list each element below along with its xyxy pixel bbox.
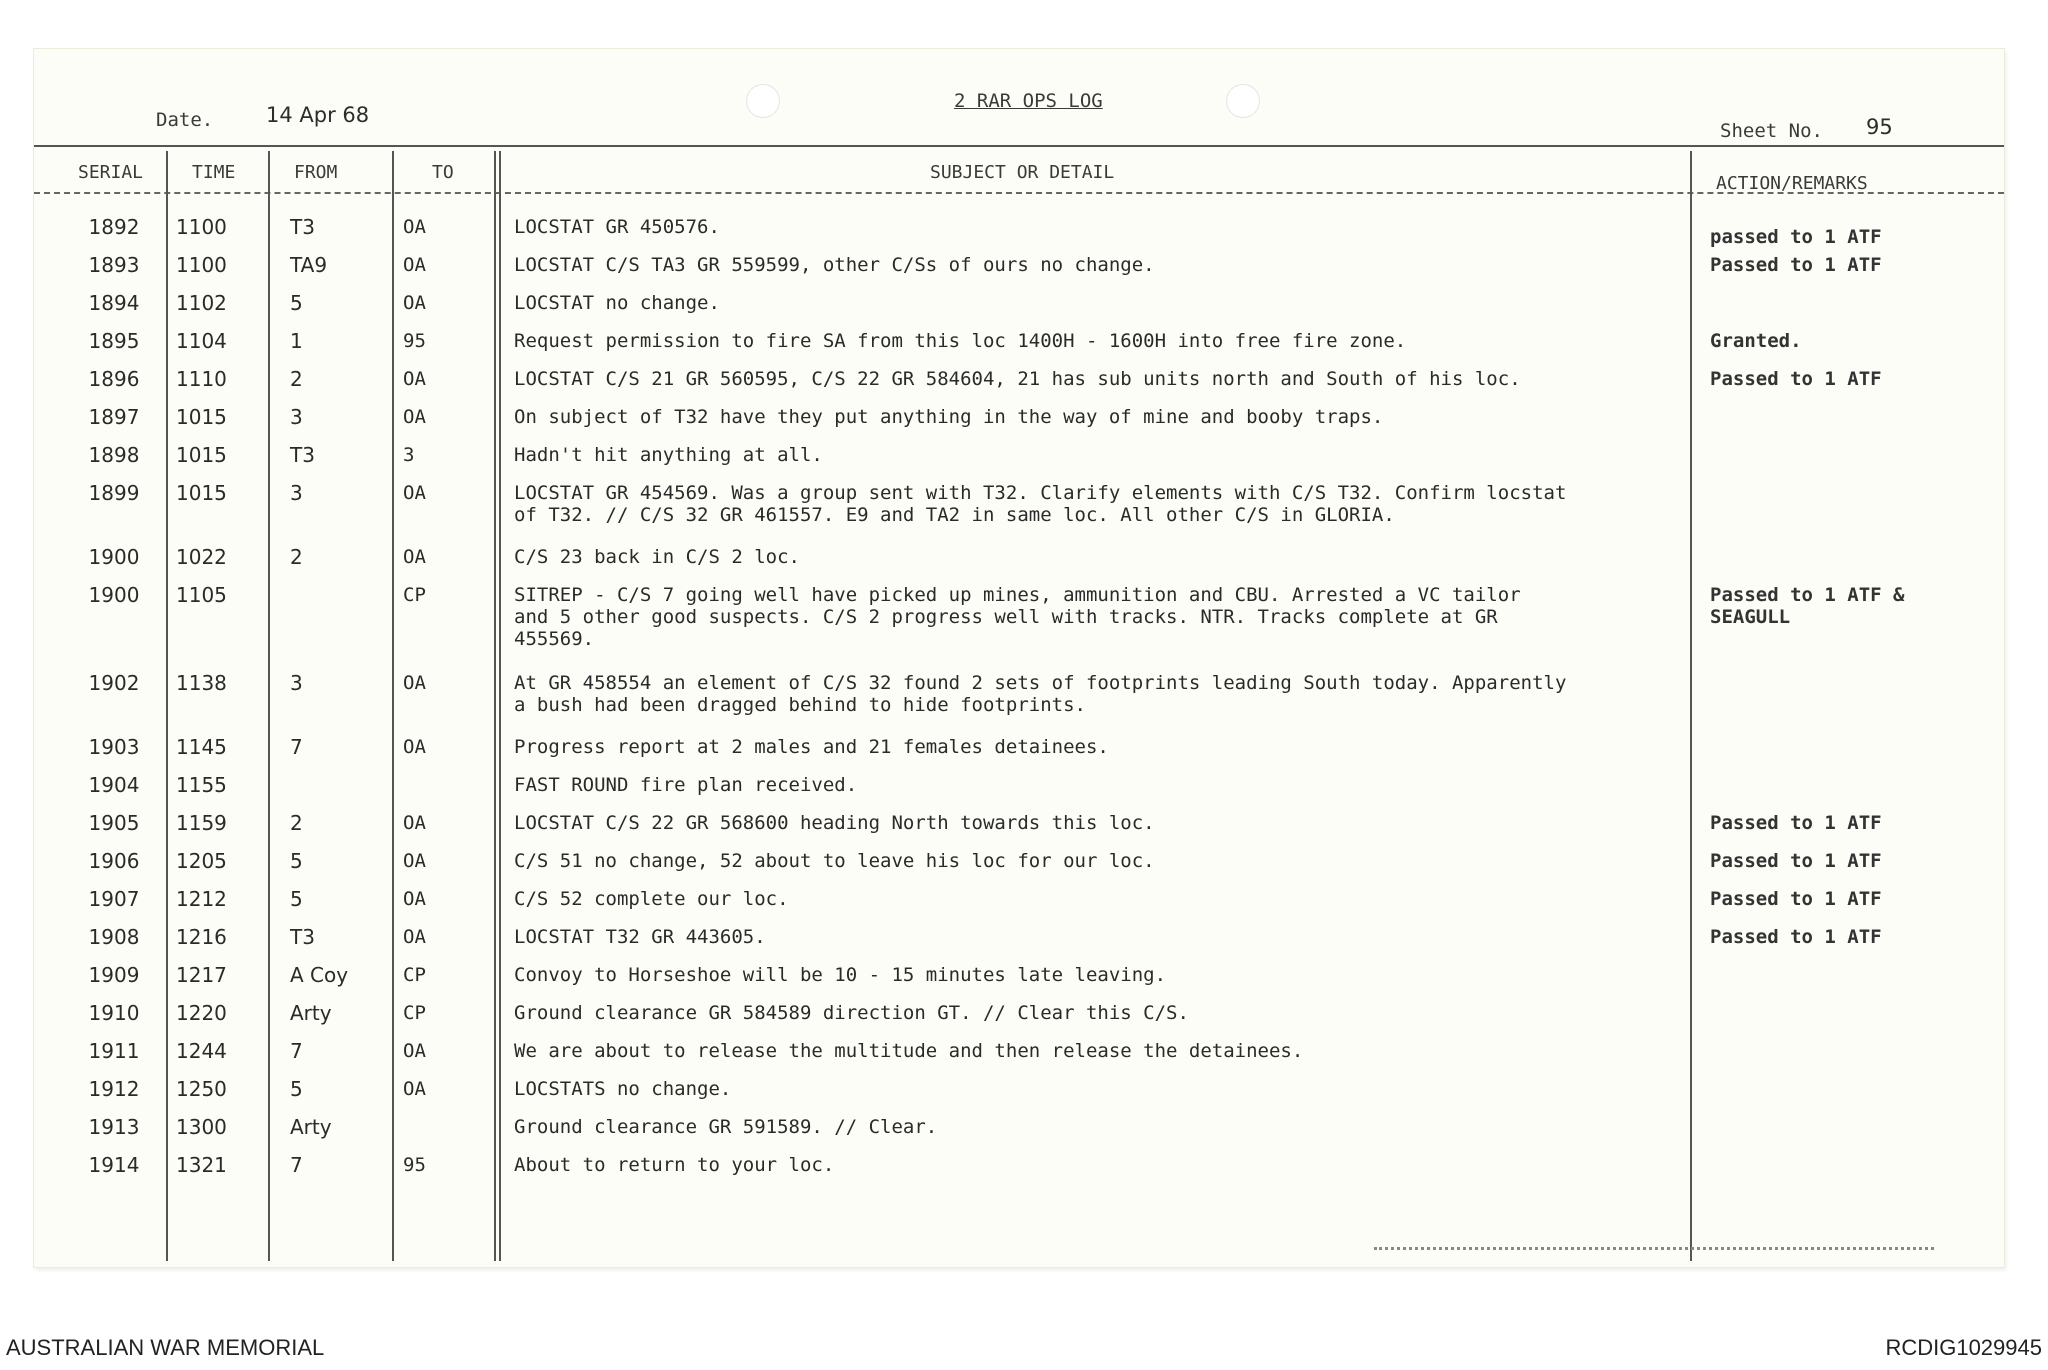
row-time: 1110 (176, 367, 227, 391)
log-entries (34, 216, 2004, 1192)
row-to: OA (403, 736, 426, 758)
row-subject: Ground clearance GR 584589 direction GT. // Clear this C/S. (514, 1002, 1189, 1024)
row-action: Granted. (1710, 330, 1802, 352)
row-time: 1105 (176, 583, 227, 607)
row-serial: 1913 (88, 1115, 140, 1139)
table-row (34, 482, 2004, 546)
row-time: 1145 (176, 735, 227, 759)
row-time: 1205 (176, 849, 227, 873)
row-serial: 1893 (88, 253, 140, 277)
row-subject: C/S 52 complete our loc. (514, 888, 789, 910)
log-sheet (34, 49, 2004, 1267)
row-subject: LOCSTAT GR 454569. Was a group sent with T32. Clarify elements with C/S T32. Confirm locstat of T32. // C/S 32 GR 461557. E9 and TA2 in same loc. All other C/S in GLORIA. (514, 482, 1567, 526)
punch-hole-right (1226, 84, 1260, 118)
row-from: 2 (290, 367, 303, 391)
row-subject: Convoy to Horseshoe will be 10 - 15 minutes late leaving. (514, 964, 1167, 986)
column-header-time: TIME (192, 162, 236, 183)
row-to: 3 (403, 444, 415, 466)
row-time: 1216 (176, 925, 227, 949)
row-subject: We are about to release the multitude and then release the detainees. (514, 1040, 1304, 1062)
row-serial: 1896 (88, 367, 140, 391)
row-subject: LOCSTAT C/S 21 GR 560595, C/S 22 GR 584604, 21 has sub units north and South of his loc. (514, 368, 1521, 390)
row-from: 7 (290, 1039, 303, 1063)
row-subject: LOCSTAT C/S TA3 GR 559599, other C/Ss of ours no change. (514, 254, 1155, 276)
row-time: 1022 (176, 545, 227, 569)
table-row (34, 672, 2004, 736)
row-to: OA (403, 292, 426, 314)
row-subject: Hadn't hit anything at all. (514, 444, 823, 466)
row-subject: Request permission to fire SA from this loc 1400H - 1600H into free fire zone. (514, 330, 1407, 352)
table-row (34, 1116, 2004, 1154)
row-time: 1220 (176, 1001, 227, 1025)
row-subject: LOCSTATS no change. (514, 1078, 732, 1100)
row-action: Passed to 1 ATF (1710, 254, 1882, 276)
row-from: T3 (290, 215, 315, 239)
row-subject: About to return to your loc. (514, 1154, 835, 1176)
table-row (34, 964, 2004, 1002)
row-serial: 1898 (88, 443, 140, 467)
table-row (34, 444, 2004, 482)
row-from: 2 (290, 811, 303, 835)
row-serial: 1900 (88, 545, 140, 569)
column-header-from: FROM (294, 162, 338, 183)
table-row (34, 368, 2004, 406)
row-from: Arty (290, 1115, 332, 1139)
row-subject: LOCSTAT no change. (514, 292, 720, 314)
row-time: 1100 (176, 215, 227, 239)
row-to: OA (403, 850, 426, 872)
row-subject: C/S 51 no change, 52 about to leave his loc for our loc. (514, 850, 1155, 872)
row-action: Passed to 1 ATF & SEAGULL (1710, 584, 1905, 628)
table-row (34, 774, 2004, 812)
row-from: 3 (290, 405, 303, 429)
row-subject: On subject of T32 have they put anything in the way of mine and booby traps. (514, 406, 1384, 428)
column-header-action: ACTION/REMARKS (1716, 173, 1868, 194)
row-serial: 1895 (88, 329, 140, 353)
bottom-rule-smudge (1374, 1247, 1934, 1250)
row-action: Passed to 1 ATF (1710, 888, 1882, 910)
row-to: OA (403, 546, 426, 568)
row-action: Passed to 1 ATF (1710, 368, 1882, 390)
row-serial: 1910 (88, 1001, 140, 1025)
table-row (34, 926, 2004, 964)
table-row (34, 254, 2004, 292)
table-row (34, 406, 2004, 444)
date-label: Date. (156, 109, 214, 131)
row-to: OA (403, 888, 426, 910)
row-to: OA (403, 368, 426, 390)
row-time: 1217 (176, 963, 227, 987)
row-time: 1015 (176, 405, 227, 429)
table-row (34, 216, 2004, 254)
row-from: 5 (290, 849, 303, 873)
date-value: 14 Apr 68 (266, 103, 370, 127)
row-from: 5 (290, 887, 303, 911)
row-time: 1159 (176, 811, 227, 835)
row-from: T3 (290, 925, 315, 949)
header-top-rule (34, 145, 2004, 147)
row-time: 1015 (176, 443, 227, 467)
row-from: 5 (290, 1077, 303, 1101)
column-header-serial: SERIAL (78, 162, 144, 183)
sheet-number-value: 95 (1866, 115, 1893, 139)
row-serial: 1909 (88, 963, 140, 987)
table-row (34, 888, 2004, 926)
row-serial: 1905 (88, 811, 140, 835)
row-to: 95 (403, 1154, 426, 1176)
row-subject: Progress report at 2 males and 21 females detainees. (514, 736, 1109, 758)
row-to: OA (403, 216, 426, 238)
row-action: passed to 1 ATF (1710, 226, 1882, 248)
row-to: CP (403, 1002, 426, 1024)
row-to: OA (403, 482, 426, 504)
row-time: 1321 (176, 1153, 227, 1177)
table-row (34, 736, 2004, 774)
row-action: Passed to 1 ATF (1710, 926, 1882, 948)
row-serial: 1900 (88, 583, 140, 607)
row-from: 3 (290, 481, 303, 505)
row-to: CP (403, 964, 426, 986)
table-row (34, 546, 2004, 584)
row-from: T3 (290, 443, 315, 467)
sheet-number-label: Sheet No. (1720, 120, 1823, 142)
row-to: OA (403, 1040, 426, 1062)
row-to: OA (403, 1078, 426, 1100)
row-subject: LOCSTAT C/S 22 GR 568600 heading North towards this loc. (514, 812, 1155, 834)
row-time: 1104 (176, 329, 227, 353)
table-row (34, 292, 2004, 330)
punch-hole-left (746, 84, 780, 118)
row-serial: 1906 (88, 849, 140, 873)
row-action: Passed to 1 ATF (1710, 850, 1882, 872)
row-serial: 1903 (88, 735, 140, 759)
row-from: 3 (290, 671, 303, 695)
row-to: OA (403, 926, 426, 948)
row-subject: FAST ROUND fire plan received. (514, 774, 858, 796)
row-to: 95 (403, 330, 426, 352)
row-serial: 1892 (88, 215, 140, 239)
log-title: 2 RAR OPS LOG (954, 90, 1103, 112)
row-from: 5 (290, 291, 303, 315)
row-subject: LOCSTAT GR 450576. (514, 216, 720, 238)
row-to: OA (403, 812, 426, 834)
row-action: Passed to 1 ATF (1710, 812, 1882, 834)
table-row (34, 330, 2004, 368)
row-from: TA9 (290, 253, 328, 277)
row-from: A Coy (290, 963, 349, 987)
table-row (34, 1078, 2004, 1116)
table-row (34, 584, 2004, 672)
row-from: 2 (290, 545, 303, 569)
row-to: OA (403, 672, 426, 694)
row-to: CP (403, 584, 426, 606)
row-serial: 1912 (88, 1077, 140, 1101)
row-serial: 1897 (88, 405, 140, 429)
row-time: 1100 (176, 253, 227, 277)
row-serial: 1902 (88, 671, 140, 695)
row-serial: 1911 (88, 1039, 140, 1063)
row-time: 1015 (176, 481, 227, 505)
row-subject: At GR 458554 an element of C/S 32 found 2 sets of footprints leading South today. Apparently a bush had been dragged behind to hide footprints. (514, 672, 1567, 716)
row-serial: 1907 (88, 887, 140, 911)
row-time: 1155 (176, 773, 227, 797)
table-row (34, 1040, 2004, 1078)
row-from: 7 (290, 1153, 303, 1177)
row-time: 1300 (176, 1115, 227, 1139)
table-row (34, 850, 2004, 888)
row-time: 1244 (176, 1039, 227, 1063)
row-time: 1102 (176, 291, 227, 315)
row-from: 7 (290, 735, 303, 759)
table-row (34, 1002, 2004, 1040)
row-time: 1138 (176, 671, 227, 695)
row-subject: LOCSTAT T32 GR 443605. (514, 926, 766, 948)
header-bottom-rule (34, 192, 2004, 194)
row-to: OA (403, 254, 426, 276)
row-from: 1 (290, 329, 303, 353)
row-subject: Ground clearance GR 591589. // Clear. (514, 1116, 938, 1138)
row-from: Arty (290, 1001, 332, 1025)
row-to: OA (403, 406, 426, 428)
row-time: 1250 (176, 1077, 227, 1101)
row-serial: 1899 (88, 481, 140, 505)
footer-record-id: RCDIG1029945 (1885, 1335, 2042, 1360)
row-serial: 1914 (88, 1153, 140, 1177)
column-header-to: TO (432, 162, 454, 183)
row-subject: C/S 23 back in C/S 2 loc. (514, 546, 800, 568)
table-row (34, 1154, 2004, 1192)
row-time: 1212 (176, 887, 227, 911)
row-subject: SITREP - C/S 7 going well have picked up mines, ammunition and CBU. Arrested a VC tailor and 5 other good suspects. C/S 2 progress well with tracks. NTR. Tracks complete at GR 455569. (514, 584, 1521, 650)
row-serial: 1908 (88, 925, 140, 949)
column-header-subject: SUBJECT OR DETAIL (930, 162, 1115, 183)
table-row (34, 812, 2004, 850)
row-serial: 1904 (88, 773, 140, 797)
footer-archive-name: AUSTRALIAN WAR MEMORIAL (6, 1335, 325, 1360)
row-serial: 1894 (88, 291, 140, 315)
